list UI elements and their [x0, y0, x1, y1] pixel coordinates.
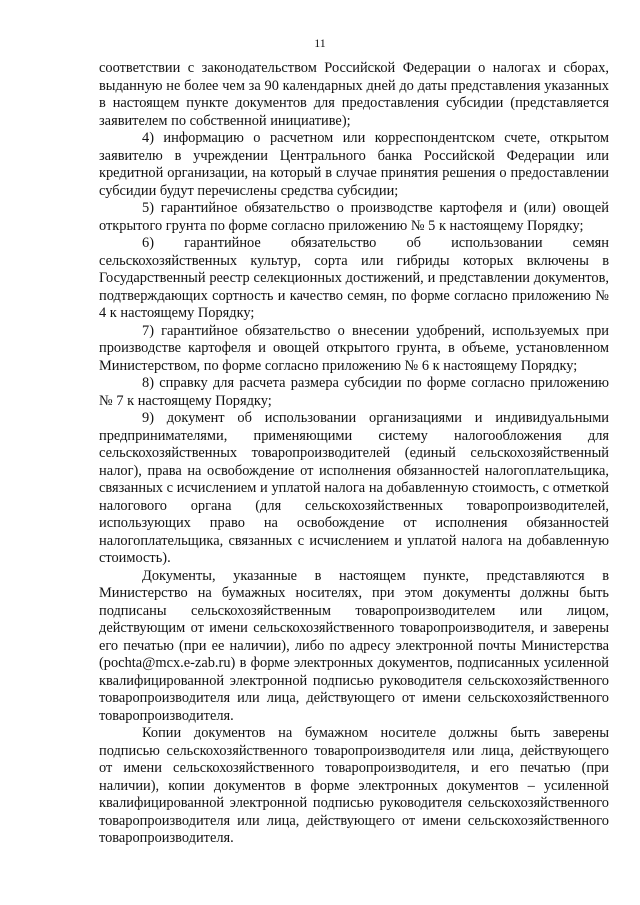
paragraph-copy-certification: Копии документов на бумажном носителе должны быть заверены подписью сельскохозяйственного товаропроизводителя или лица, действующего от имени сельскохозяйственного товаропроизводителя, и его печатью (при наличии), копии документов в форме электронных документов – усиленной квалифицированной электронной подписью руководителя сельскохозяйственного товаропроизводителя или лица, действующего от имени сельскохозяйственного товаропроизводителя. — [99, 725, 609, 846]
paragraph-item-8: 8) справку для расчета размера субсидии по форме согласно приложению № 7 к настоящему Порядку; — [99, 375, 609, 409]
paragraph-item-6: 6) гарантийное обязательство об использовании семян сельскохозяйственных культур, сорта или гибриды которых включены в Государственный реестр селекционных достижений, и представлении документов, подтверждающих сортность и качество семян, по форме согласно приложению № 4 к настоящему Порядку; — [99, 235, 609, 321]
paragraph-item-4: 4) информацию о расчетном или корреспондентском счете, открытом заявителю в учреждении Центрального банка Российской Федерации или кредитной организации, на который в случае принятия решения о предоставлении субсидии будут перечислены средства субсидии; — [99, 130, 609, 199]
paragraph-item-5: 5) гарантийное обязательство о производстве картофеля и (или) овощей открытого грунта по форме согласно приложению № 5 к настоящему Порядку; — [99, 200, 609, 234]
page-number: 11 — [314, 36, 326, 50]
paragraph-continuation: соответствии с законодательством Российской Федерации о налогах и сборах, выданную не более чем за 90 календарных дней до даты представления указанных в настоящем пункте документов для предоставления субсидии (представляется заявителем по собственной инициативе); — [99, 60, 609, 129]
paragraph-item-7: 7) гарантийное обязательство о внесении удобрений, используемых при производстве картофеля и овощей открытого грунта, в объеме, установленном Министерством, по форме согласно приложению № 6 к настоящему Порядку; — [99, 322, 609, 374]
paragraph-submission-rules: Документы, указанные в настоящем пункте, представляются в Министерство на бумажных носителях, при этом документы должны быть подписаны сельскохозяйственным товаропроизводителем или лицом, действующим от имени сельскохозяйственного товаропроизводителя, и заверены его печатью (при ее наличии), либо по адресу электронной почты Министерства (pochta@mcx.e-zab.ru) в форме электронных документов, подписанных усиленной квалифицированной электронной подписью руководителя сельскохозяйственного товаропроизводителя или лица, действующего от имени сельскохозяйственного товаропроизводителя. — [99, 567, 609, 724]
paragraph-item-9: 9) документ об использовании организациями и индивидуальными предпринимателями, применяющими систему налогообложения для сельскохозяйственных товаропроизводителей (единый сельскохозяйственный налог), права на освобождение от исполнения обязанностей налогоплательщика, связанных с исчислением и уплатой налога на добавленную стоимость, с отметкой налогового органа (для сельскохозяйственных товаропроизводителей, использующих право на освобождение от исполнения обязанностей налогоплательщика, связанных с исчислением и уплатой налога на добавленную стоимость). — [99, 410, 609, 566]
document-body — [99, 60, 609, 848]
